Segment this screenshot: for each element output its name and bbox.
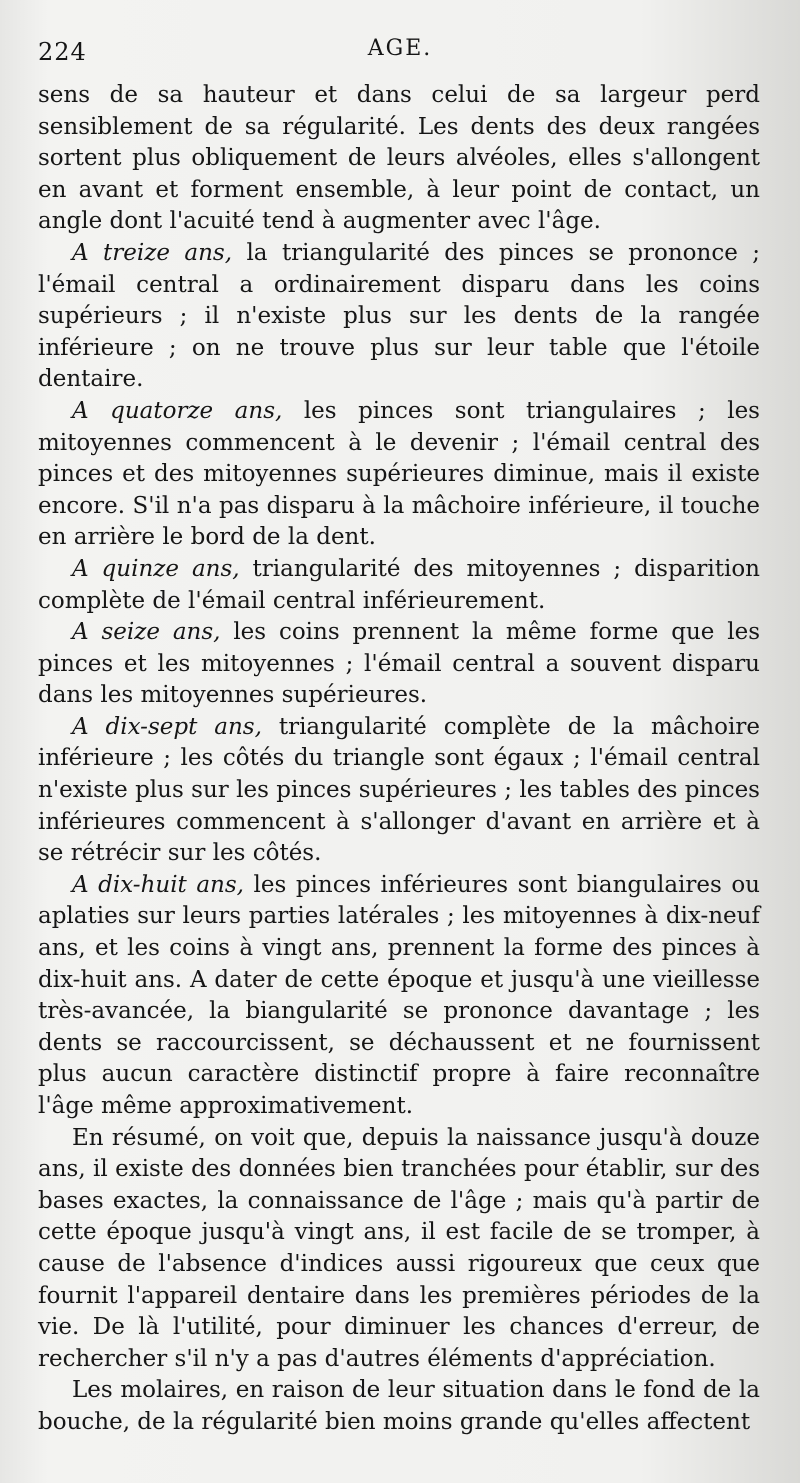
page-number: 224 [38,38,87,66]
paragraph [38,80,760,238]
paragraph [38,238,760,396]
paragraph-lead: A quinze ans, [72,555,240,582]
paragraph-lead: A quatorze ans, [72,397,283,424]
paragraph-text: triangularité des mitoyennes ; disparition complète de l'émail central inférieurement. [38,555,760,614]
paragraph-lead: A seize ans, [72,619,221,646]
paragraph-text: sens de sa hauteur et dans celui de sa largeur perd sensiblement de sa régularité. Les dents des deux rangées sortent plus obliquement de leurs alvéoles, elles s'allongent en avant et forment ensemble, à leur point de contact, un angle dont l'acuité tend à augmenter avec l'âge. [38,82,760,235]
paragraph-text: triangularité complète de la mâchoire inférieure ; les côtés du triangle sont égaux ; l'émail central n'existe plus sur les pinces supérieures ; les tables des pinces inférieures commencent à s'allonger d'avant en arrière et à se rétrécir sur les côtés. [38,713,760,867]
paragraph [38,1375,760,1438]
paragraph-text: les pinces sont triangulaires ; les mitoyennes commencent à le devenir ; l'émail central des pinces et des mitoyennes supérieures diminue, mais il existe encore. S'il n'a pas disparu à la mâchoire inférieure, il touche en arrière le bord de la dent. [38,397,760,551]
paragraph-text: Les molaires, en raison de leur situation dans le fond de la bouche, de la régularité bien moins grande qu'elles affectent [38,1377,760,1435]
paragraph [38,554,760,617]
paragraph-text: les pinces inférieures sont biangulaires ou aplaties sur leurs parties latérales ; les mitoyennes à dix-neuf ans, et les coins à vingt ans, prennent la forme des pinces à dix-huit ans. A dater de cette époque et jusqu'à une vieillesse très-avancée, la biangularité se prononce davantage ; les dents se raccourcissent, se déchaussent et ne fournissent plus aucun caractère distinctif propre à faire reconnaître l'âge même approximativement. [38,871,760,1119]
paragraph-text: les coins prennent la même forme que les pinces et les mitoyennes ; l'émail central a souvent disparu dans les mitoyennes supérieures. [38,619,761,709]
paragraph [38,712,760,870]
running-title: AGE. [367,36,433,61]
body-text [38,80,760,1439]
paragraph-lead: A treize ans, [72,239,233,266]
paragraph [38,870,760,1123]
paragraph [38,1123,760,1376]
paragraph-text: En résumé, on voit que, depuis la naissance jusqu'à douze ans, il existe des données bien tranchées pour établir, sur des bases exactes, la connaissance de l'âge ; mais qu'à partir de cette époque jusqu'à vingt ans, il est facile de se tromper, à cause de l'absence d'indices aussi rigoureux que ceux que fournit l'appareil dentaire dans les premières périodes de la vie. De là l'utilité, pour diminuer les chances d'erreur, de rechercher s'il n'y a pas d'autres éléments d'appréciation. [38,1124,760,1372]
paragraph [38,396,760,554]
paragraph-lead: A dix-huit ans, [72,871,244,898]
paragraph [38,617,760,712]
paragraph-lead: A dix-sept ans, [72,713,262,740]
paragraph-text: la triangularité des pinces se prononce ; l'émail central a ordinairement disparu dans les coins supérieurs ; il n'existe plus sur les dents de la rangée inférieure ; on ne trouve plus sur leur table que l'étoile dentaire. [38,239,760,393]
running-head [38,30,762,80]
